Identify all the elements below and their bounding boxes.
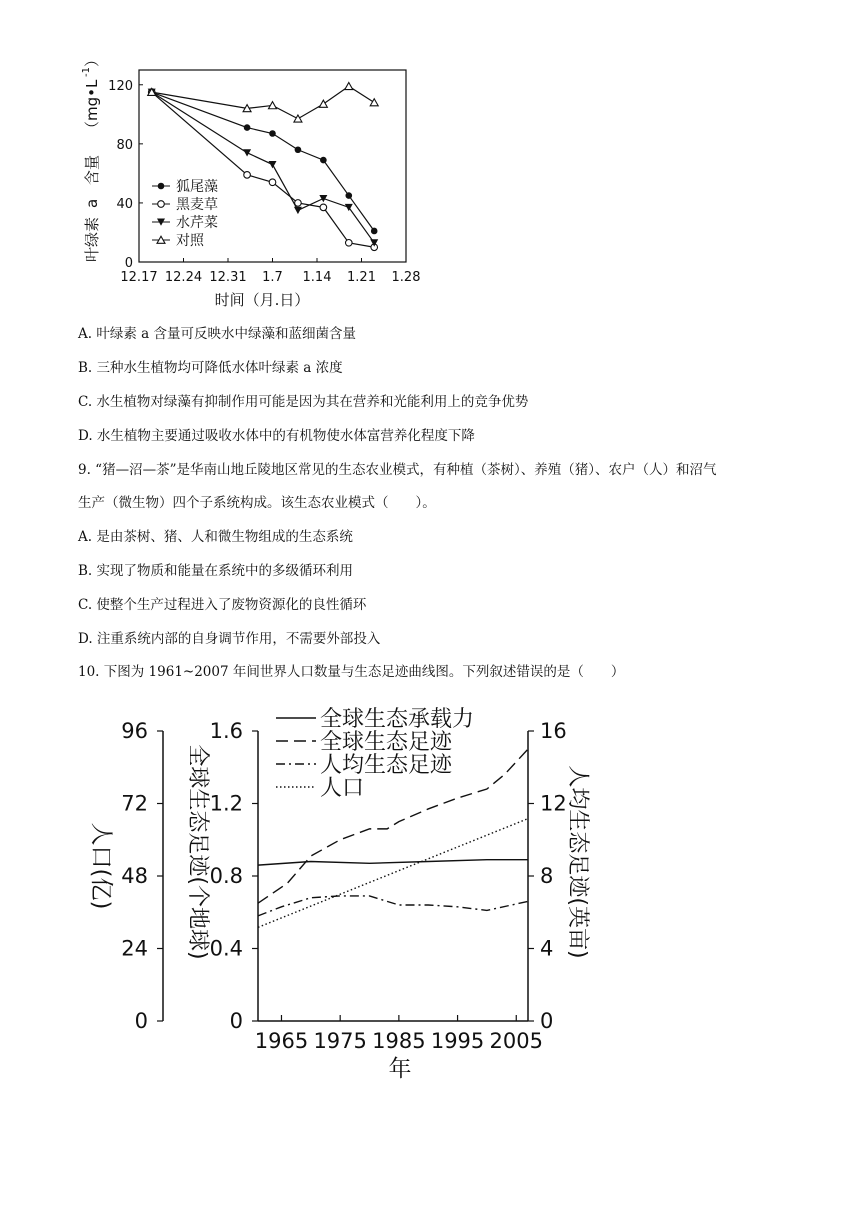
- year-tick-label: 1995: [430, 1029, 485, 1053]
- data-point-marker: [269, 179, 276, 186]
- series-4: [148, 82, 379, 122]
- q8-option-a: A. 叶绿素 a 含量可反映水中绿藻和蓝细菌含量: [78, 326, 356, 342]
- data-point-marker: [269, 130, 276, 137]
- data-point-marker: [320, 157, 327, 164]
- chlorophyll-x-tick-label: 1.21: [347, 270, 376, 285]
- q9-option-c: C. 使整个生产过程进入了废物资源化的良性循环: [78, 597, 367, 613]
- series-line-4: [258, 819, 528, 928]
- data-point-marker: [158, 201, 165, 208]
- chlorophyll-x-tick-label: 1.28: [391, 270, 421, 285]
- data-point-marker: [345, 204, 353, 211]
- legend-label: 水芹菜: [176, 215, 218, 231]
- population-axis-label: 人口(亿): [88, 822, 114, 910]
- q9-option-d: D. 注重系统内部的自身调节作用，不需要外部投入: [78, 631, 381, 647]
- global-footprint-axis-label: 全球生态足迹(个地球): [185, 744, 210, 960]
- left-outer-tick-label: 72: [121, 791, 148, 816]
- data-point-marker: [244, 124, 251, 131]
- data-point-marker: [345, 82, 353, 89]
- left-outer-tick-label: 48: [121, 864, 148, 888]
- left-inner-tick-label: 0.4: [209, 936, 243, 961]
- legend-label: 人均生态足迹: [320, 753, 453, 778]
- series-line-1: [258, 860, 528, 865]
- q8-option-d: D. 水生植物主要通过吸收水体中的有机物使水体富营养化程度下降: [78, 428, 475, 444]
- legend-label: 全球生态足迹: [320, 730, 453, 755]
- data-point-marker: [345, 240, 352, 247]
- left-inner-tick-label: 0.8: [209, 864, 243, 888]
- q9-option-b: B. 实现了物质和能量在系统中的多级循环利用: [78, 563, 354, 579]
- data-point-marker: [320, 204, 327, 211]
- data-point-marker: [295, 146, 302, 153]
- legend-label: 对照: [176, 233, 204, 249]
- left-inner-tick-label: 1.2: [209, 791, 243, 816]
- chlorophyll-x-tick-label: 12.24: [164, 270, 203, 285]
- right-tick-label: 16: [540, 719, 567, 743]
- left-outer-tick-label: 0: [134, 1009, 148, 1033]
- chlorophyll-ylabel-superscript: -1: [81, 67, 92, 77]
- right-tick-label: 8: [540, 864, 554, 888]
- year-tick-label: 1965: [254, 1029, 309, 1053]
- data-point-marker: [294, 115, 302, 122]
- q10-stem: 10. 下图为 1961~2007 年间世界人口数量与生态足迹曲线图。下列叙述错误的是（ ）: [78, 664, 625, 680]
- per-capita-axis-label: 人均生态足迹(英亩): [565, 765, 590, 959]
- q8-option-b: B. 三种水生植物均可降低水体叶绿素 a 浓度: [78, 360, 343, 376]
- chlorophyll-y-tick-label: 40: [116, 196, 133, 212]
- year-tick-label: 1985: [372, 1029, 426, 1053]
- legend-label: 全球生态承载力: [320, 707, 475, 732]
- chlorophyll-ylabel-part2: a: [83, 198, 101, 208]
- legend-label: 狐尾藻: [176, 179, 218, 195]
- year-tick-label: 1975: [313, 1029, 367, 1053]
- chlorophyll-y-tick-label: 0: [124, 256, 133, 271]
- data-point-marker: [345, 192, 352, 199]
- q9-option-a: A. 是由茶树、猪、人和微生物组成的生态系统: [78, 529, 353, 545]
- right-tick-label: 12: [540, 791, 567, 816]
- legend-label: 黑麦草: [176, 197, 218, 213]
- chlorophyll-ylabel-part3: 含量: [83, 154, 101, 185]
- legend-label: 人口: [320, 776, 365, 801]
- data-point-marker: [243, 149, 251, 156]
- chlorophyll-x-tick-label: 1.14: [302, 270, 332, 285]
- q9-stem-line1: 9. “猪—沼—茶”是华南山地丘陵地区常见的生态农业模式，有种植（茶树）、养殖（猪）、农户（人）和沼气: [78, 462, 717, 478]
- year-axis-label: 年: [388, 1056, 412, 1082]
- chlorophyll-x-tick-label: 12.31: [209, 270, 247, 285]
- right-tick-label: 4: [540, 936, 554, 961]
- data-point-marker: [319, 195, 327, 202]
- data-point-marker: [370, 99, 378, 106]
- chlorophyll-xlabel: 时间（月.日）: [214, 291, 310, 309]
- series-line-3: [258, 896, 528, 916]
- chlorophyll-ylabel-part4: （mg•L: [83, 79, 101, 136]
- data-point-marker: [269, 161, 277, 168]
- chlorophyll-y-tick-label: 80: [116, 137, 133, 153]
- data-point-marker: [371, 228, 378, 235]
- chlorophyll-chart: [0, 0, 860, 320]
- left-outer-tick-label: 24: [121, 936, 148, 961]
- q9-stem-line2: 生产（微生物）四个子系统构成。该生态农业模式（ ）。: [78, 495, 436, 511]
- q8-option-c: C. 水生植物对绿藻有抑制作用可能是因为其在营养和光能利用上的竞争优势: [78, 394, 529, 410]
- left-inner-tick-label: 0: [229, 1009, 243, 1033]
- data-point-marker: [319, 100, 327, 107]
- data-point-marker: [244, 172, 251, 179]
- left-outer-tick-label: 96: [121, 719, 148, 743]
- data-point-marker: [158, 183, 165, 190]
- chlorophyll-x-tick-label: 12.17: [120, 270, 158, 285]
- data-point-marker: [294, 207, 302, 214]
- chlorophyll-x-tick-label: 1.7: [262, 270, 283, 285]
- chlorophyll-y-tick-label: 120: [108, 78, 133, 94]
- right-tick-label: 0: [540, 1009, 554, 1033]
- year-tick-label: 2005: [489, 1029, 543, 1053]
- left-inner-tick-label: 1.6: [209, 719, 243, 743]
- footprint-chart: [0, 690, 860, 1090]
- chlorophyll-ylabel-part6: ）: [83, 51, 101, 67]
- chlorophyll-ylabel-part1: 叶绿素: [83, 216, 101, 262]
